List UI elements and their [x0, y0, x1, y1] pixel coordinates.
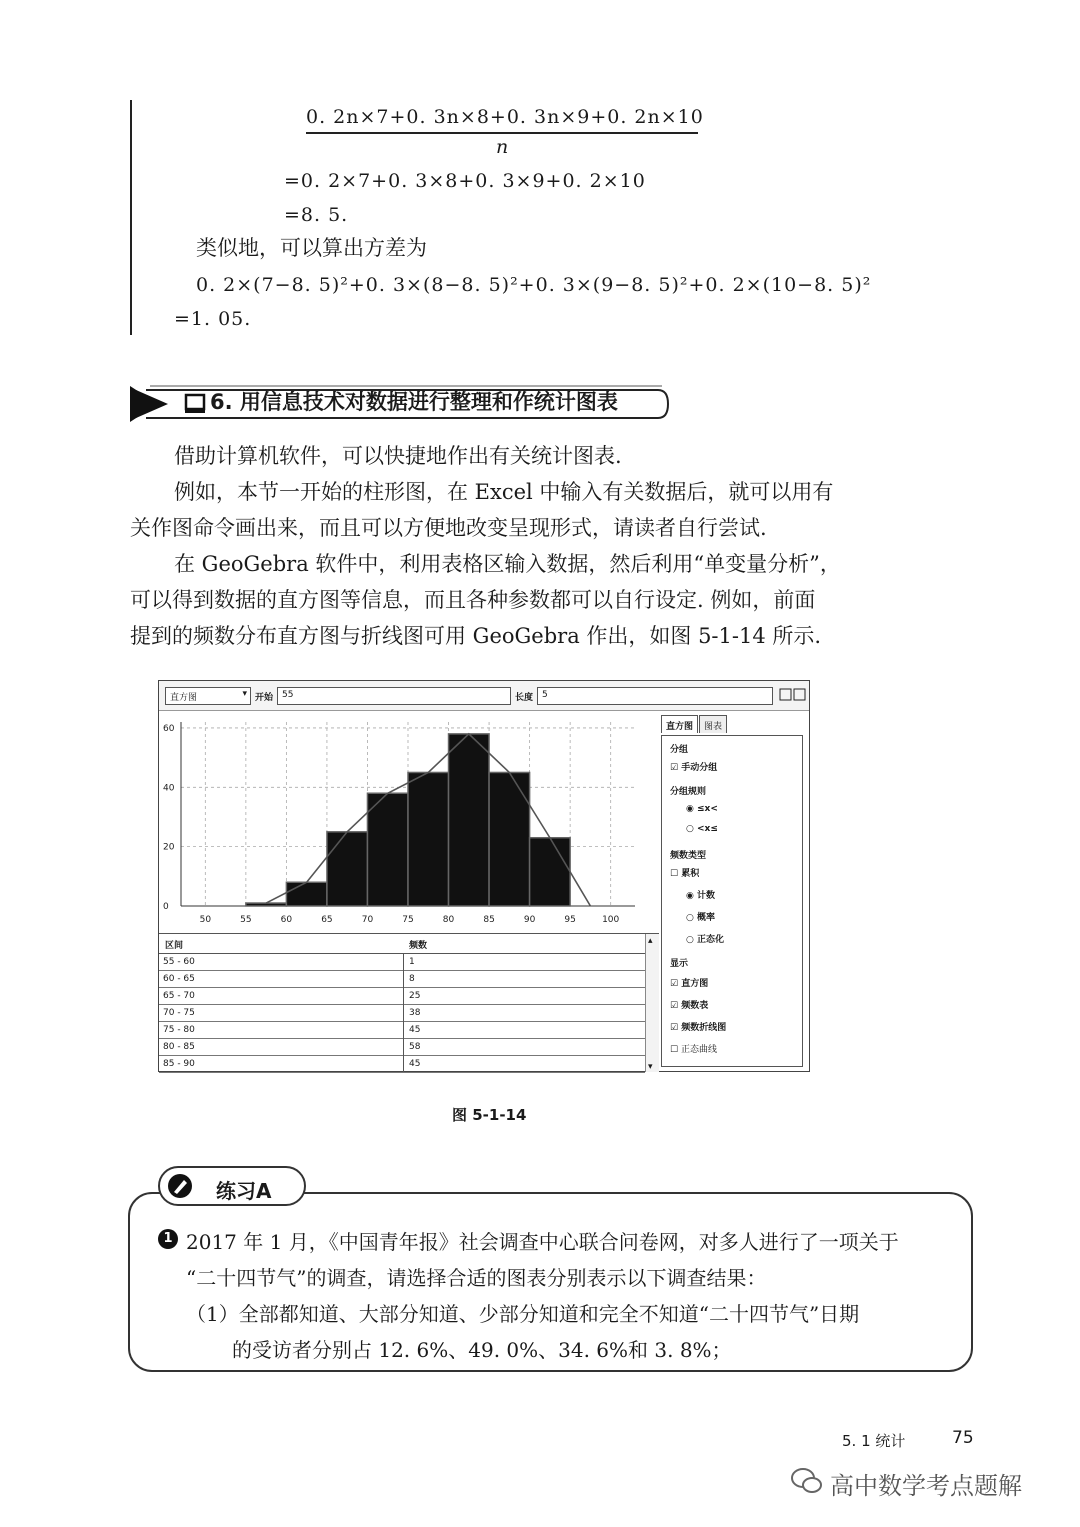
- normalized-label: 正态化: [697, 935, 725, 945]
- exercise-line: “二十四节气”的调查，请选择合适的图表分别表示以下调查结果：: [186, 1266, 767, 1290]
- histogram-bar: [327, 832, 368, 906]
- table-row[interactable]: [159, 1039, 645, 1056]
- histogram-chart: [159, 712, 659, 932]
- x-tick-label: 75: [402, 915, 414, 925]
- histogram-bar: [246, 903, 287, 906]
- variance-result: =1. 05.: [174, 308, 252, 330]
- histogram-bar: [449, 734, 490, 906]
- table-row[interactable]: [159, 954, 645, 971]
- frequency-cell: 58: [409, 1042, 421, 1052]
- histogram-bar: [530, 838, 571, 906]
- start-label: 开始: [255, 693, 274, 703]
- variance-intro: 类似地，可以算出方差为: [196, 236, 427, 260]
- y-tick-label: 40: [163, 783, 175, 794]
- figure-caption: 图 5-1-14: [452, 1106, 527, 1124]
- show-freq-table-label: 频数表: [681, 1001, 709, 1011]
- interval-cell: 70 - 75: [163, 1008, 195, 1018]
- width-label: 长度: [515, 693, 534, 703]
- interval-cell: 75 - 80: [163, 1025, 195, 1035]
- tab-histogram[interactable]: 直方图: [661, 715, 698, 733]
- rule-b-label: <x≤: [697, 824, 718, 834]
- x-tick-label: 85: [483, 915, 495, 925]
- show-freq-polygon-label: 频数折线图: [681, 1023, 727, 1033]
- fraction-denominator: n: [496, 136, 510, 158]
- histogram-bar: [408, 772, 449, 906]
- manual-group-label: 手动分组: [681, 763, 718, 773]
- popout-icon[interactable]: [794, 689, 805, 700]
- x-tick-label: 95: [564, 915, 576, 925]
- count-label: 计数: [697, 891, 716, 901]
- show-histogram-label: 直方图: [681, 979, 709, 989]
- x-tick-label: 100: [602, 915, 620, 925]
- table-row[interactable]: [159, 1056, 645, 1073]
- derivation-line-3: =8. 5.: [284, 204, 349, 226]
- table-row[interactable]: [159, 1022, 645, 1039]
- geogebra-toolbar: [159, 681, 809, 711]
- mode-select-value: 直方图: [170, 693, 198, 703]
- watermark-text: 高中数学考点题解: [830, 1472, 1022, 1500]
- show-freq-polygon-checkbox[interactable]: ☑ 频数折线图: [670, 1023, 727, 1033]
- window-icons: [779, 688, 807, 702]
- y-tick-label: 0: [163, 902, 169, 912]
- interval-cell: 60 - 65: [163, 974, 195, 984]
- table-header-row: [159, 934, 645, 954]
- chevron-down-icon: ▾: [242, 689, 247, 699]
- y-tick-label: 60: [163, 723, 175, 734]
- table-row[interactable]: [159, 1005, 645, 1022]
- pencil-icon: [164, 1172, 196, 1200]
- geogebra-window: [158, 680, 810, 1072]
- show-freq-table-checkbox[interactable]: ☑ 频数表: [670, 1001, 709, 1011]
- show-histogram-checkbox[interactable]: ☑ 直方图: [670, 979, 709, 989]
- x-tick-label: 90: [523, 915, 536, 925]
- margin-rule: [130, 100, 132, 335]
- fraction-numerator: 0. 2n×7+0. 3n×8+0. 3n×9+0. 2n×10: [306, 106, 704, 128]
- exercise-line: 的受访者分别占 12. 6%、49. 0%、34. 6%和 3. 8%；: [232, 1338, 732, 1362]
- x-tick-label: 50: [199, 915, 212, 925]
- show-normal-label: 正态曲线: [680, 1045, 717, 1055]
- table-row[interactable]: [159, 988, 645, 1005]
- x-tick-label: 70: [361, 915, 374, 925]
- count-radio[interactable]: ◉ 计数: [686, 891, 716, 901]
- group-heading: 分组: [670, 745, 689, 755]
- rule-a-radio[interactable]: ◉ ≤x<: [686, 804, 718, 814]
- interval-cell: 85 - 90: [163, 1059, 195, 1069]
- x-tick-label: 80: [442, 915, 455, 925]
- interval-cell: 80 - 85: [163, 1042, 195, 1052]
- frequency-cell: 45: [409, 1059, 421, 1069]
- interval-cell: 65 - 70: [163, 991, 195, 1001]
- options-list: [661, 735, 803, 1067]
- show-normal-checkbox[interactable]: ☐ 正态曲线: [670, 1045, 717, 1055]
- histogram-bar: [489, 772, 530, 906]
- table-scrollbar[interactable]: [645, 934, 659, 1072]
- frequency-cell: 8: [409, 974, 415, 984]
- rule-a-label: ≤x<: [697, 804, 718, 814]
- variance-expression: 0. 2×(7−8. 5)²+0. 3×(8−8. 5)²+0. 3×(9−8. 5)²+0. 2×(10−8. 5)²: [196, 274, 872, 296]
- cumulative-checkbox[interactable]: ☐ 累积: [670, 869, 700, 879]
- exercise-title: 练习A: [216, 1179, 272, 1203]
- x-tick-label: 55: [240, 915, 252, 925]
- frequency-cell: 45: [409, 1025, 421, 1035]
- wechat-icon: [790, 1466, 824, 1496]
- paragraph-line: 提到的频数分布直方图与折线图可用 GeoGebra 作出，如图 5-1-14 所示.: [130, 624, 822, 648]
- paragraph-line: 在 GeoGebra 软件中，利用表格区输入数据，然后利用“单变量分析”，: [174, 552, 841, 576]
- fraction-bar: [306, 132, 698, 134]
- frequency-table: [159, 933, 659, 1071]
- width-input[interactable]: 5: [537, 687, 773, 705]
- column-header-frequency: 频数: [409, 941, 428, 951]
- page-number: 75: [952, 1428, 974, 1448]
- interval-cell: 55 - 60: [163, 957, 195, 967]
- paragraph-line: 例如，本节一开始的柱形图，在 Excel 中输入有关数据后，就可以用有: [174, 480, 834, 504]
- frequency-cell: 38: [409, 1008, 421, 1018]
- section-title: 6. 用信息技术对数据进行整理和作统计图表: [210, 390, 618, 414]
- column-header-interval: 区间: [165, 941, 184, 951]
- cumulative-label: 累积: [681, 869, 700, 879]
- running-footer: 5. 1 统计: [842, 1432, 906, 1450]
- x-tick-label: 65: [321, 915, 333, 925]
- column-divider: [403, 954, 404, 1072]
- exercise-line: （1）全部都知道、大部分知道、少部分知道和完全不知道“二十四节气”日期: [186, 1302, 860, 1326]
- rule-heading: 分组规则: [670, 787, 707, 797]
- monitor-icon: [184, 393, 206, 415]
- freq-type-heading: 频数类型: [670, 851, 707, 861]
- paragraph-line: 关作图命令画出来，而且可以方便地改变呈现形式，请读者自行尝试.: [130, 516, 767, 540]
- scroll-up-icon[interactable]: ▴: [648, 936, 653, 946]
- x-tick-label: 60: [280, 915, 293, 925]
- histogram-bar: [367, 793, 408, 906]
- histogram-bar: [286, 882, 327, 906]
- density-radio[interactable]: ○ 概率: [686, 913, 716, 923]
- scroll-down-icon[interactable]: ▾: [648, 1062, 653, 1072]
- start-input[interactable]: 55: [277, 687, 511, 705]
- table-row[interactable]: [159, 971, 645, 988]
- paragraph-line: 可以得到数据的直方图等信息，而且各种参数都可以自行设定. 例如，前面: [130, 588, 816, 612]
- tab-chart[interactable]: 图表: [699, 715, 727, 733]
- show-heading: 显示: [670, 959, 689, 969]
- mode-select[interactable]: [165, 687, 251, 705]
- exercise-tab: [158, 1166, 306, 1206]
- options-panel: [659, 715, 805, 1069]
- derivation-line-2: =0. 2×7+0. 3×8+0. 3×9+0. 2×10: [284, 170, 646, 192]
- section-heading: [128, 380, 673, 428]
- exercise-line: 2017 年 1 月，《中国青年报》社会调查中心联合问卷网，对多人进行了一项关于: [186, 1230, 899, 1254]
- rule-b-radio[interactable]: ○ <x≤: [686, 824, 718, 834]
- frequency-cell: 1: [409, 957, 415, 967]
- normalized-radio[interactable]: ○ 正态化: [686, 935, 725, 945]
- restore-icon[interactable]: [780, 689, 791, 700]
- density-label: 概率: [697, 913, 716, 923]
- paragraph-line: 借助计算机软件，可以快捷地作出有关统计图表.: [174, 444, 622, 468]
- manual-group-checkbox[interactable]: ☑ 手动分组: [670, 763, 718, 773]
- exercise-number: 1: [158, 1229, 178, 1249]
- y-tick-label: 20: [163, 842, 175, 853]
- frequency-cell: 25: [409, 991, 421, 1001]
